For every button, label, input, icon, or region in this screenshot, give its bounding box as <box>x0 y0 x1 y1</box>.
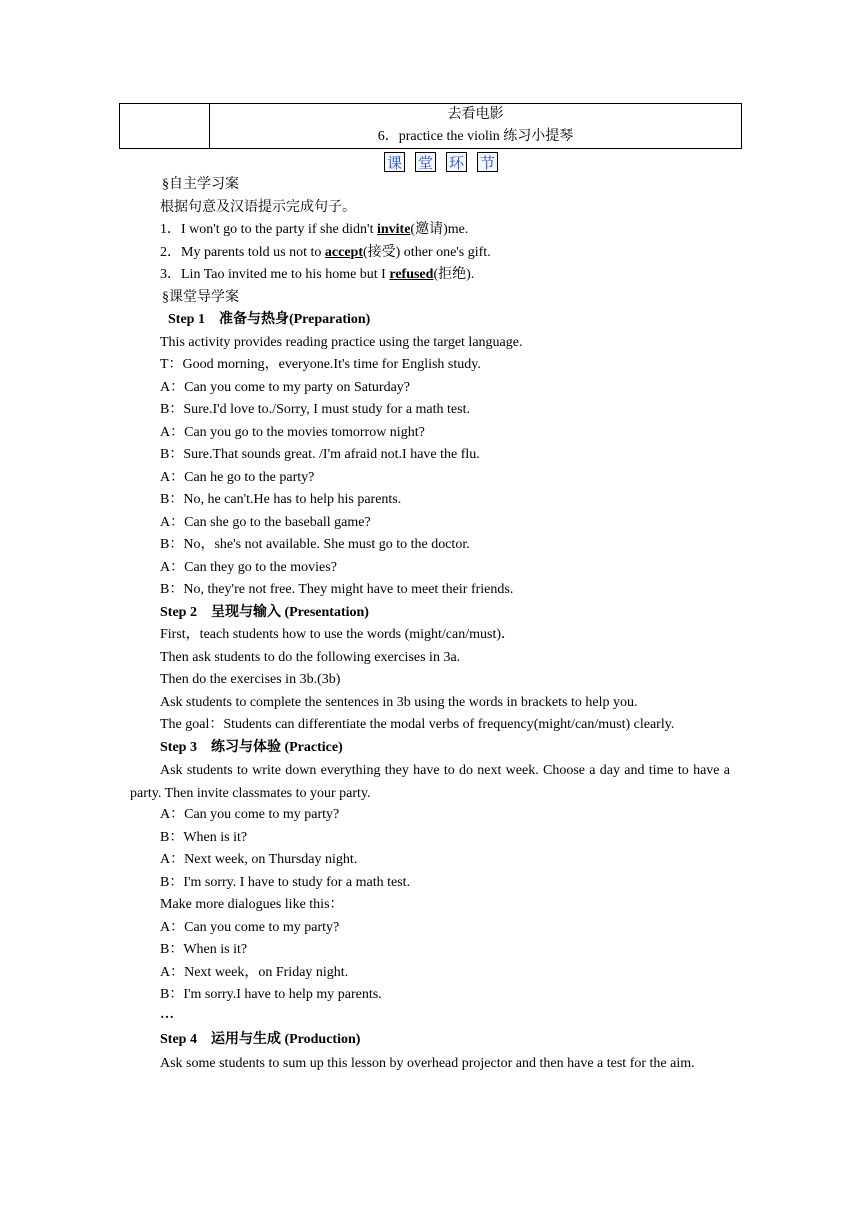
heading-char-box: 环 <box>446 152 467 172</box>
text-line: First，teach students how to use the words (might/can/must)． <box>160 627 516 642</box>
section-heading-boxes <box>384 152 498 174</box>
table-line: 去看电影 <box>447 107 504 122</box>
dialogue-line: B：When is it? <box>160 830 248 845</box>
heading-char-box: 堂 <box>415 152 436 172</box>
dialogue-line: B：When is it? <box>160 942 248 957</box>
dialogue-line: A：Next week，on Friday night. <box>160 965 349 980</box>
paragraph: Ask students to write down everything they have to do next week. Choose a day and time to have a party. Then invite classmates to your party. <box>130 763 730 801</box>
answer-word: accept <box>324 245 363 260</box>
exercise-item: 1．I won't go to the party if she didn't invite(邀请)me. <box>160 222 469 237</box>
dialogue-line: B：No，she's not available. She must go to the doctor. <box>160 537 470 552</box>
self-study-instruction: 根据句意及汉语提示完成句子。 <box>160 200 356 215</box>
step-heading: Step 3 练习与体验 (Practice) <box>160 740 343 755</box>
step-heading: Step 4 运用与生成 (Production) <box>160 1032 361 1047</box>
text-line: Make more dialogues like this： <box>160 897 344 912</box>
self-study-title: §自主学习案 <box>162 177 239 192</box>
dialogue-line: B：No, he can't.He has to help his parents. <box>160 492 402 507</box>
text-line: Ask students to complete the sentences in 3b using the words in brackets to help you. <box>160 695 638 710</box>
dialogue-line: B：I'm sorry.I have to help my parents. <box>160 987 382 1002</box>
step-heading: Step 2 呈现与输入 (Presentation) <box>160 605 369 620</box>
dialogue-line: A：Can you come to my party? <box>160 807 340 822</box>
exercise-item: 3．Lin Tao invited me to his home but I refused(拒绝). <box>160 267 475 282</box>
dialogue-line: A：Can you come to my party on Saturday? <box>160 380 411 395</box>
dialogue-line: A：Can you come to my party? <box>160 920 340 935</box>
heading-char-box: 课 <box>384 152 405 172</box>
dialogue-line: B：Sure.That sounds great. /I'm afraid not.I have the flu. <box>160 447 480 462</box>
dialogue-line: T：Good morning，everyone.It's time for English study. <box>160 357 481 372</box>
answer-word: refused <box>389 267 434 282</box>
text-line: Then do the exercises in 3b.(3b) <box>160 672 341 687</box>
text-line: This activity provides reading practice using the target language. <box>160 335 523 350</box>
text-line: The goal：Students can differentiate the modal verbs of frequency(might/can/must) clearly. <box>160 717 675 732</box>
dialogue-line: A：Can they go to the movies? <box>160 560 337 575</box>
table-content-cell <box>210 104 742 149</box>
dialogue-line: B：Sure.I'd love to./Sorry, I must study for a math test. <box>160 402 470 417</box>
ellipsis: … <box>160 1007 174 1022</box>
dialogue-line: B：No, they're not free. They might have to meet their friends. <box>160 582 514 597</box>
guide-title: §课堂导学案 <box>162 290 239 305</box>
dialogue-line: A：Can he go to the party? <box>160 470 315 485</box>
table-line: 6．practice the violin 练习小提琴 <box>377 129 574 144</box>
text-line: Then ask students to do the following exercises in 3a. <box>160 650 461 665</box>
dialogue-line: A：Next week, on Thursday night. <box>160 852 358 867</box>
table-row <box>120 104 742 149</box>
answer-word: invite <box>376 222 411 237</box>
heading-char-box: 节 <box>477 152 498 172</box>
dialogue-line: B：I'm sorry. I have to study for a math test. <box>160 875 411 890</box>
top-table <box>119 103 742 149</box>
dialogue-line: A：Can you go to the movies tomorrow night? <box>160 425 425 440</box>
dialogue-line: A：Can she go to the baseball game? <box>160 515 371 530</box>
exercise-item: 2．My parents told us not to accept(接受) other one's gift. <box>160 245 491 260</box>
step-heading: Step 1 准备与热身(Preparation) <box>168 312 371 327</box>
paragraph: Ask some students to sum up this lesson by overhead projector and then have a test for the aim. <box>160 1056 695 1071</box>
table-empty-cell <box>120 104 210 149</box>
